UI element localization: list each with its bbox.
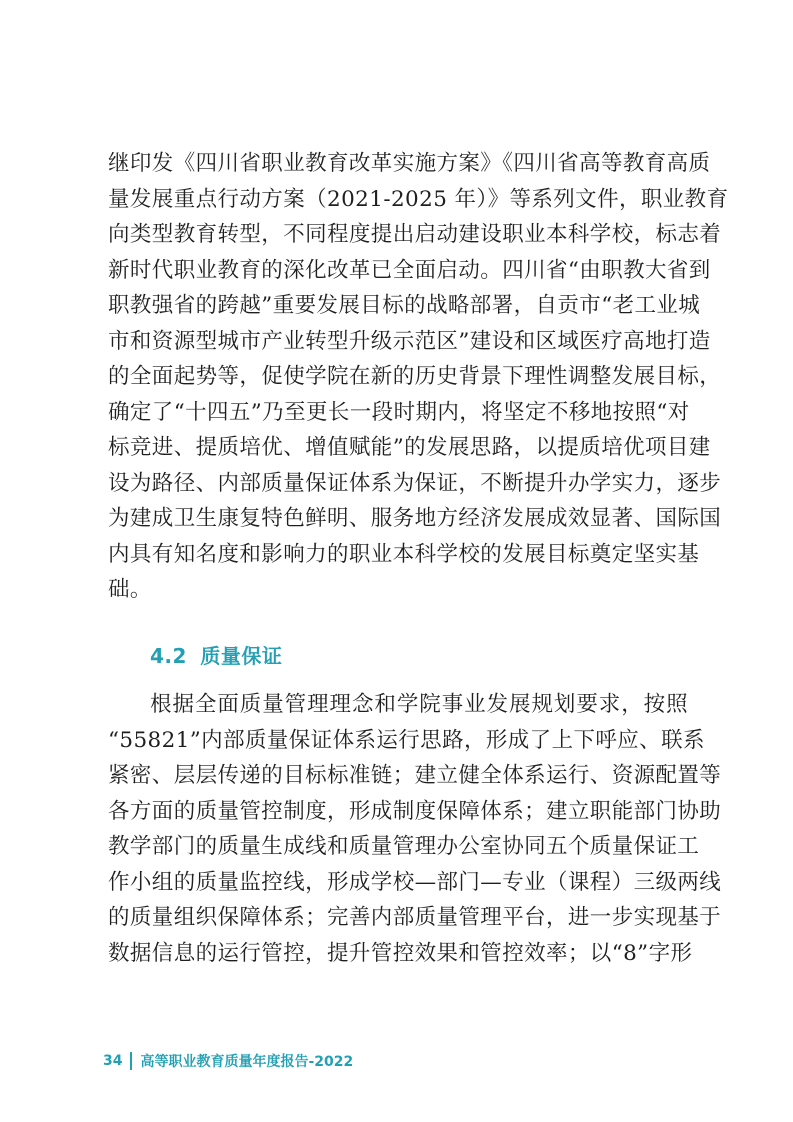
text-line: 内具有知名度和影响力的职业本科学校的发展目标奠定坚实基 <box>108 541 700 567</box>
text-line: 为建成卫生康复特色鲜明、服务地方经济发展成效显著、国际国 <box>108 506 722 531</box>
text-line: 各方面的质量管控制度，形成制度保障体系；建立职能部门协助 <box>108 798 722 824</box>
body-paragraph-1 <box>108 146 729 608</box>
report-title: 高等职业教育质量年度报告-2022 <box>140 1054 354 1070</box>
text-line: 教学部门的质量生成线和质量管理办公室协同五个质量保证工 <box>108 834 700 859</box>
footer-divider <box>130 1052 132 1070</box>
text-line: 础。 <box>108 577 152 602</box>
text-line: 的全面起势等，促使学院在新的历史背景下理性调整发展目标， <box>108 364 722 389</box>
text-line: 数据信息的运行管控，提升管控效果和管控效率；以“8”字形 <box>108 940 693 966</box>
text-line: “55821”内部质量保证体系运行思路，形成了上下呼应、联系 <box>108 727 705 753</box>
page-number: 34 <box>103 1053 123 1069</box>
section-heading <box>150 640 282 669</box>
section-title: 质量保证 <box>200 644 283 668</box>
text-line: 继印发《四川省职业教育改革实施方案》《四川省高等教育高质 <box>108 151 711 176</box>
text-line: 向类型教育转型，不同程度提出启动建设职业本科学校，标志着 <box>108 222 722 247</box>
page-footer <box>103 1048 353 1074</box>
text-line: 新时代职业教育的深化改革已全面启动。四川省“由职教大省到 <box>108 257 711 283</box>
text-line: 标竞进、提质培优、增值赋能”的发展思路，以提质培优项目建 <box>108 435 711 460</box>
text-line: 根据全面质量管理理念和学院事业发展规划要求，按照 <box>150 692 688 717</box>
text-line: 市和资源型城市产业转型升级示范区”建设和区域医疗高地打造 <box>108 328 711 354</box>
text-line: 作小组的质量监控线，形成学校—部门—专业（课程）三级两线 <box>108 869 722 895</box>
text-line: 量发展重点行动方案（2021-2025 年）》等系列文件，职业教育 <box>108 186 729 212</box>
section-number: 4.2 <box>150 644 187 668</box>
text-line: 的质量组织保障体系；完善内部质量管理平台，进一步实现基于 <box>108 905 722 930</box>
text-line: 紧密、层层传递的目标标准链；建立健全体系运行、资源配置等 <box>108 763 722 788</box>
text-line: 职教强省的跨越”重要发展目标的战略部署，自贡市“老工业城 <box>108 293 701 318</box>
body-paragraph-2 <box>108 687 722 971</box>
text-line: 确定了“十四五”乃至更长一段时期内，将坚定不移地按照“对 <box>108 399 690 425</box>
text-line: 设为路径、内部质量保证体系为保证，不断提升办学实力，逐步 <box>108 470 722 496</box>
